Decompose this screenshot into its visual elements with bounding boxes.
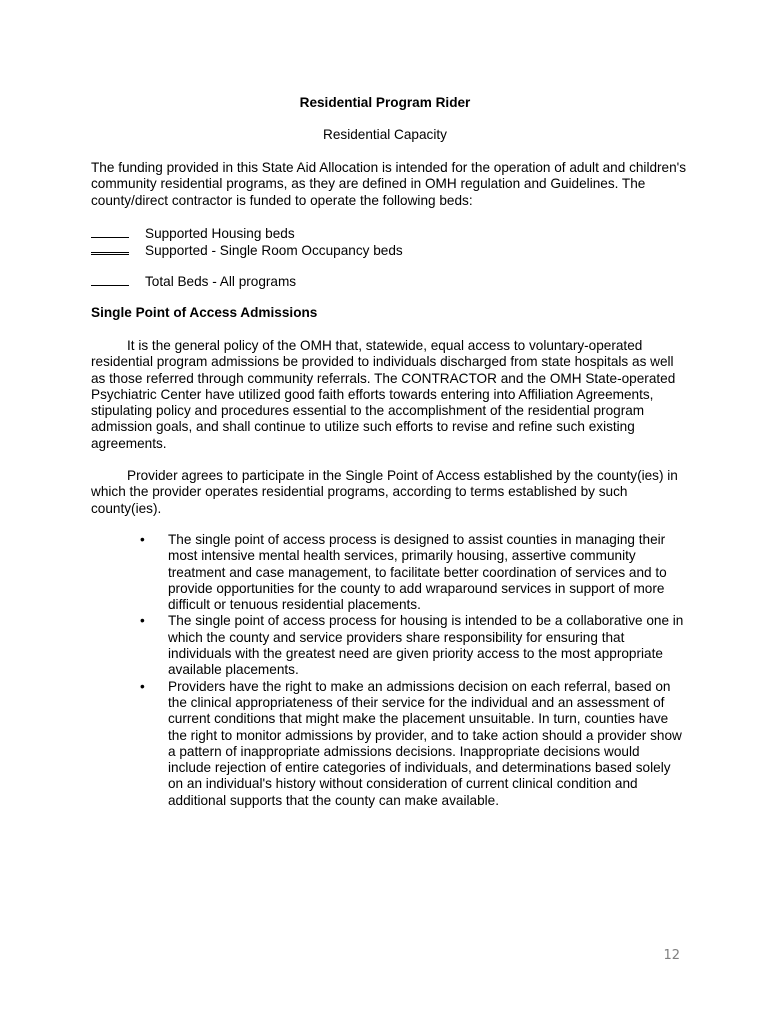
bed-line-total [91,273,691,290]
bed-line-sro [91,241,691,259]
list-item [140,679,685,809]
list-item [140,532,685,613]
bullet-icon: • [140,678,145,694]
list-item-text: The single point of access process for housing is intended to be a collaborative one in which the county and service providers share responsibility for ensuring that individuals with the greatest need are given priority access to the most appropriate available placements. [168,613,684,678]
fill-in-blank[interactable] [91,273,129,286]
bullet-icon: • [140,532,145,547]
document-subtitle: Residential Capacity [323,127,447,142]
provider-paragraph: Provider agrees to participate in the Single Point of Access established by the county(ies) in which the provider operates residential programs, according to terms established by such county(ies). [91,468,678,516]
bed-line-label: Supported - Single Room Occupancy beds [145,243,403,258]
page-number: 12 [663,948,680,963]
bed-line-label: Supported Housing beds [145,226,295,241]
list-item-text: Providers have the right to make an admissions decision on each referral, based on the clinical appropriateness of their service for the individual and an assessment of current conditions that might make the placement unsuitable. In turn, counties have the right to monitor admissions by provider, and to take action should a provider show a pattern of inappropriate admissions decisions. Inappropriate decisions would include rejection of entire categories of individuals, and determinations based solely on an individual's history without consideration of current clinical condition and additional supports that the county can make available. [168,678,682,808]
fill-in-blank[interactable] [91,241,129,255]
document-title: Residential Program Rider [299,95,471,110]
fill-in-blank[interactable] [91,225,129,238]
bullet-list [140,532,685,809]
bullet-icon: • [140,613,145,629]
bed-line-supported-housing [91,225,691,242]
list-item-text: The single point of access process is designed to assist counties in managing their most intensive mental health services, primarily housing, assertive community treatment and case management, to facilitate better coordination of services and to provide opportunities for the county to add wraparound services in support of more difficult or tenuous residential placements. [168,532,667,613]
intro-paragraph: The funding provided in this State Aid Allocation is intended for the operation of adult and children's community residential programs, as they are defined in OMH regulation and Guidelines. The county/direct contractor is funded to operate the following beds: [91,160,687,208]
section-heading: Single Point of Access Admissions [91,305,318,320]
list-item [140,613,685,678]
policy-paragraph: It is the general policy of the OMH that, statewide, equal access to voluntary-operated residential program admissions be provided to individuals discharged from state hospitals as well as those referred through community referrals. The CONTRACTOR and the OMH State-operated Psychiatric Center have utilized good faith efforts towards entering into Affiliation Agreements, stipulating policy and procedures essential to the accomplishment of the residential program admission goals, and shall continue to utilize such efforts to revise and refine such existing agreements. [91,338,676,451]
bed-line-label: Total Beds - All programs [145,274,297,289]
